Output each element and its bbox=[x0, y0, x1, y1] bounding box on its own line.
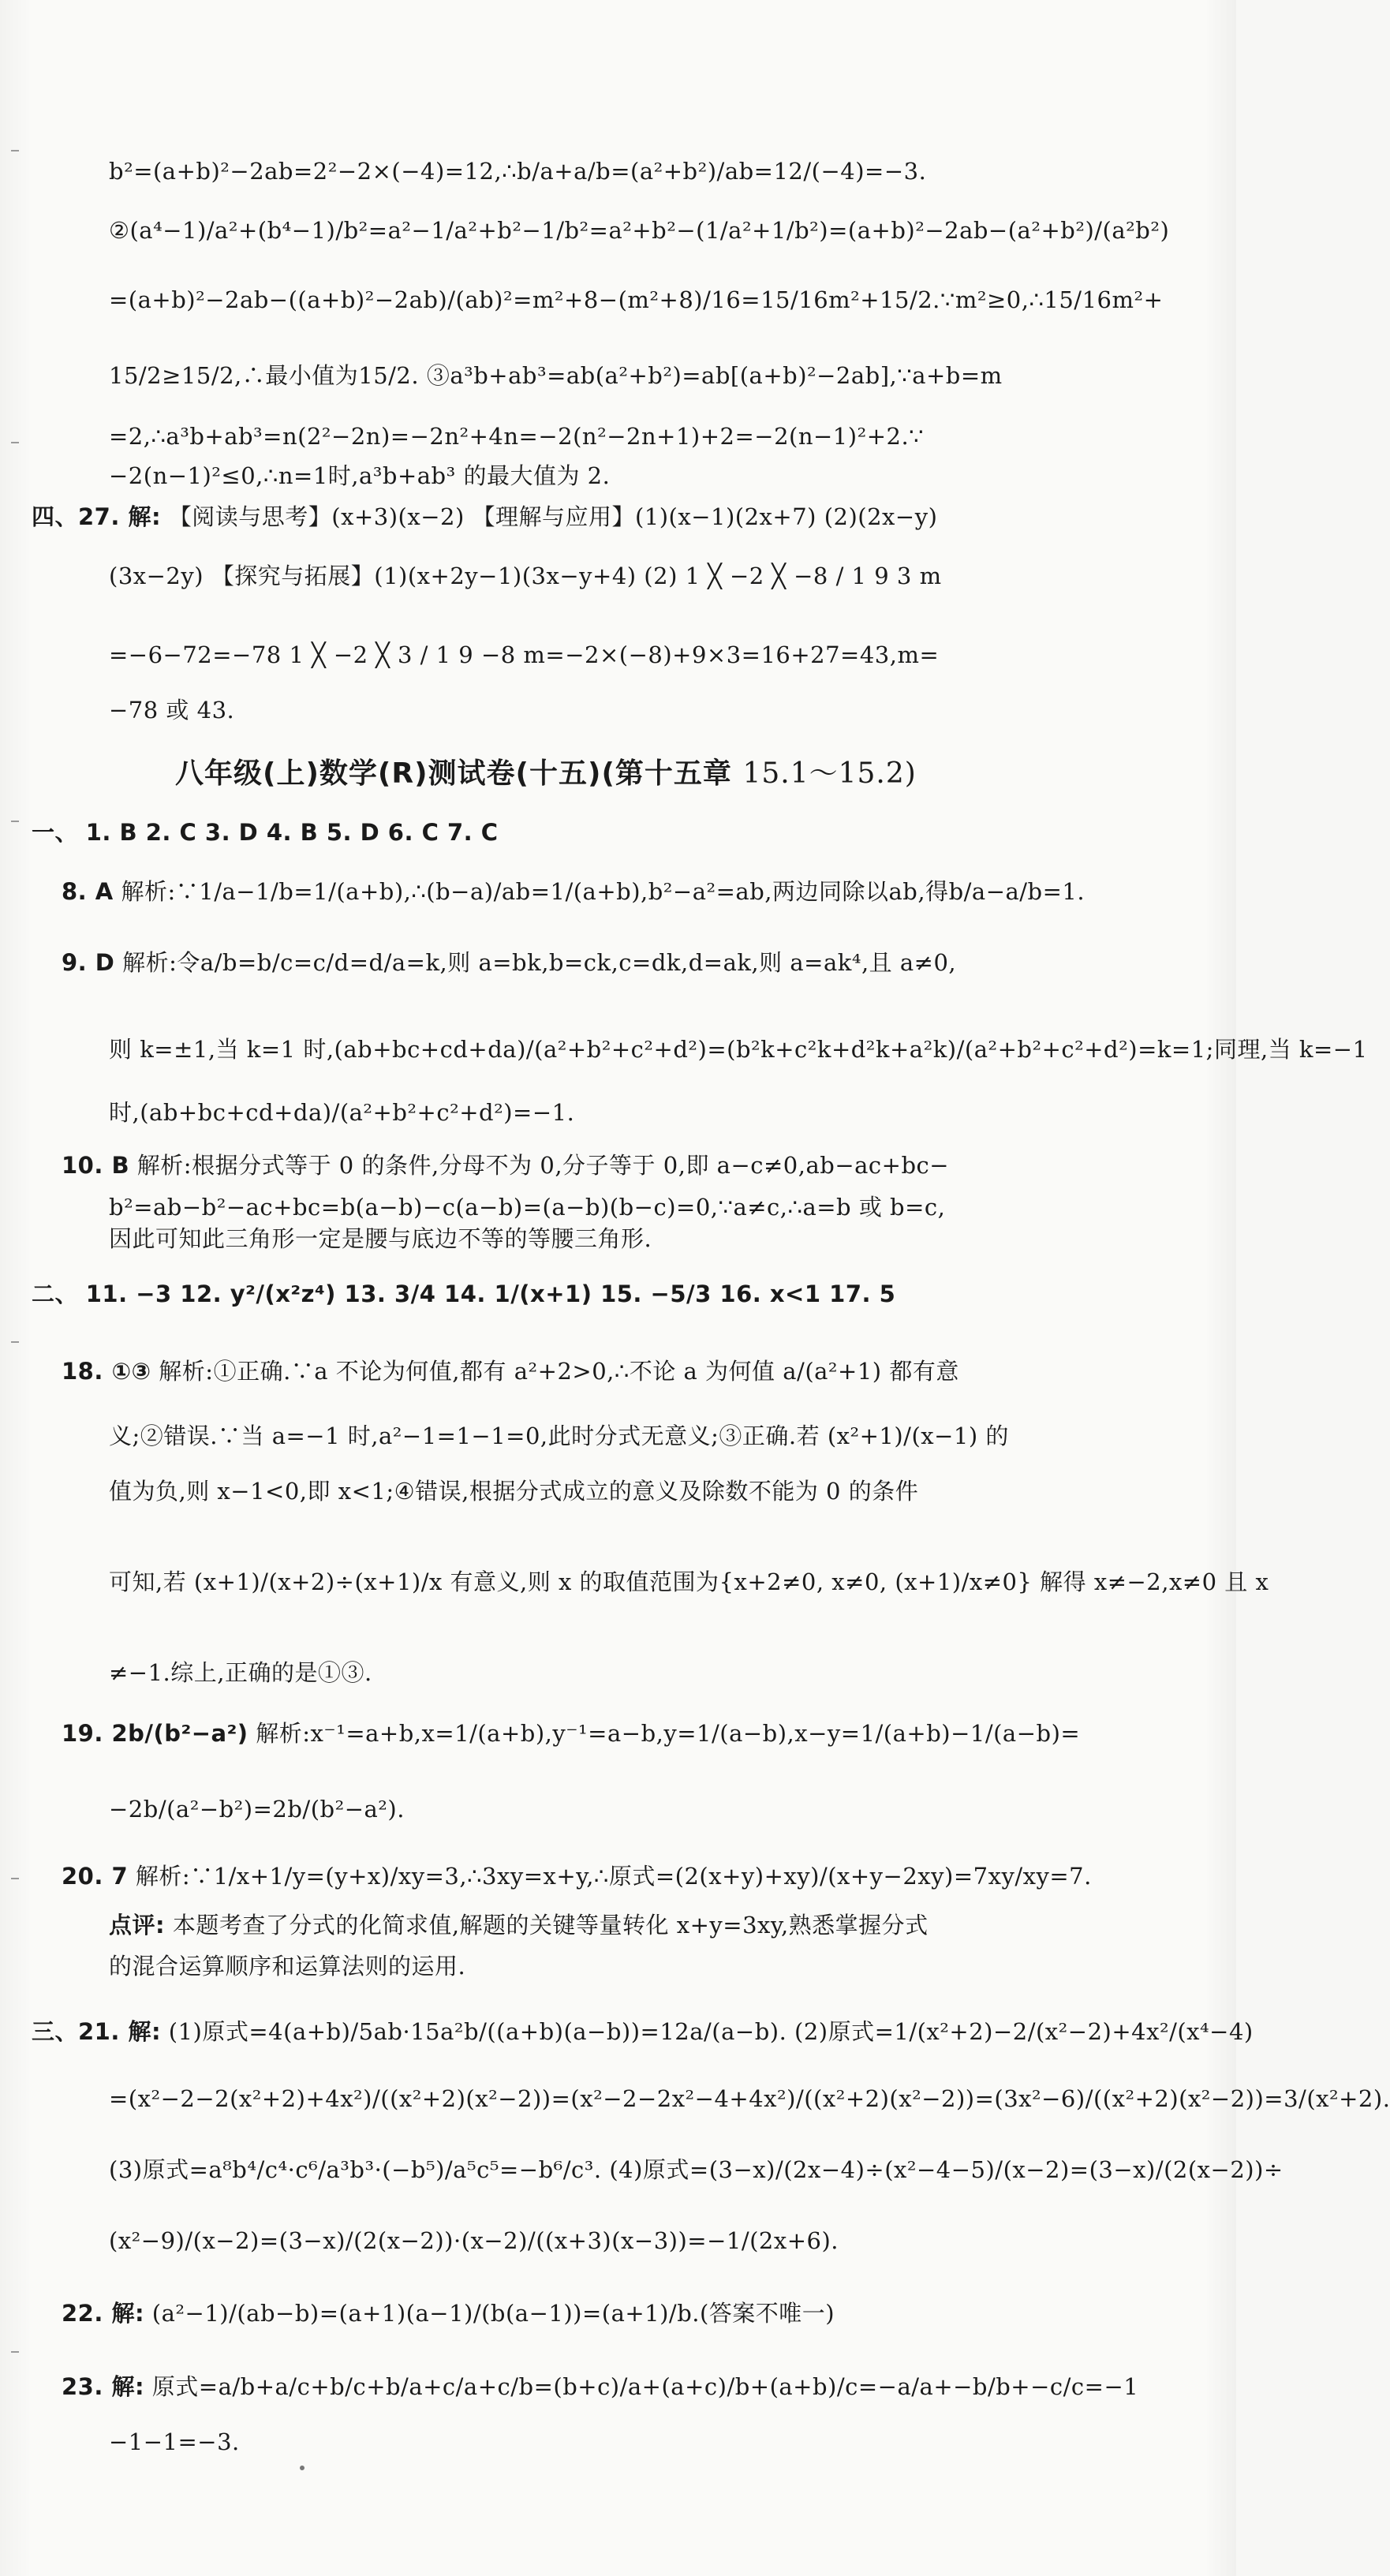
section-label: 二、 bbox=[32, 1281, 79, 1307]
margin-mark bbox=[11, 150, 19, 151]
answer-text: 解析:x⁻¹=a+b,x=1/(a+b),y⁻¹=a−b,y=1/(a−b),x−y=1/(a+b)−1/(a−b)= bbox=[256, 1720, 1081, 1747]
text-line: =(x²−2−2(x²+2)+4x²)/((x²+2)(x²−2))=(x²−2−2x²−4+4x²)/((x²+2)(x²−2))=(3x²−6)/((x²+2)(x²−2))=3/(x²+2). bbox=[109, 2085, 1390, 2112]
note-text: 本题考查了分式的化简求值,解题的关键等量转化 x+y=3xy,熟悉掌握分式 bbox=[172, 1912, 929, 1939]
answer-text: 解析:①正确.∵a 不论为何值,都有 a²+2>0,∴不论 a 为何值 a/(a²+1) 都有意 bbox=[159, 1358, 959, 1385]
question-23 bbox=[62, 2371, 1139, 2402]
text-line: 15/2≥15/2,∴最小值为15/2. ③a³b+ab³=ab(a²+b²)=ab[(a+b)²−2ab],∵a+b=m bbox=[109, 362, 1003, 389]
text-line: 因此可知此三角形一定是腰与底边不等的等腰三角形. bbox=[109, 1225, 652, 1252]
text-line: 可知,若 (x+1)/(x+2)÷(x+1)/x 有意义,则 x 的取值范围为{x+2≠0, x≠0, (x+1)/x≠0} 解得 x≠−2,x≠0 且 x bbox=[109, 1568, 1269, 1595]
question-label: 9. D bbox=[62, 949, 115, 976]
text-line: =−6−72=−78 1 ╳ −2 ╳ 3 / 1 9 −8 m=−2×(−8)+9×3=16+27=43,m= bbox=[109, 641, 940, 668]
margin-mark bbox=[11, 821, 19, 822]
answer-text: 11. −3 12. y²/(x²z⁴) 13. 3/4 14. 1/(x+1) 15. −5/3 16. x<1 17. 5 bbox=[85, 1281, 896, 1307]
question-27 bbox=[32, 501, 1057, 533]
answer-text: 解析:令a/b=b/c=c/d=d/a=k,则 a=bk,b=ck,c=dk,d=ak,则 a=ak⁴,且 a≠0, bbox=[122, 949, 957, 976]
question-label: 20. 7 bbox=[62, 1863, 129, 1890]
question-label: 10. B bbox=[62, 1152, 130, 1179]
question-8 bbox=[62, 876, 1087, 907]
question-20 bbox=[62, 1860, 1092, 1892]
question-label: 三、21. 解: bbox=[32, 2018, 162, 2045]
margin-mark bbox=[11, 1341, 19, 1343]
text-line: 义;②错误.∵当 a=−1 时,a²−1=1−1=0,此时分式无意义;③正确.若 (x²+1)/(x−1) 的 bbox=[109, 1423, 1009, 1449]
text-line: (3x−2y) 【探究与拓展】(1)(x+2y−1)(3x−y+4) (2) 1 ╳ −2 ╳ −8 / 1 9 3 m bbox=[109, 563, 942, 589]
question-label: 22. 解: bbox=[62, 2300, 145, 2327]
section-1-answers bbox=[32, 817, 1057, 848]
answer-text: 解析:∵1/x+1/y=(y+x)/xy=3,∴3xy=x+y,∴原式=(2(x+y)+xy)/(x+y−2xy)=7xy/xy=7. bbox=[135, 1863, 1092, 1890]
margin-mark bbox=[11, 2351, 19, 2353]
section-2-answers bbox=[32, 1278, 1057, 1310]
answer-text: 原式=a/b+a/c+b/c+b/a+c/a+c/b=(b+c)/a+(a+c)/b+(a+b)/c=−a/a+−b/b+−c/c=−1 bbox=[151, 2373, 1139, 2400]
text-line: 时,(ab+bc+cd+da)/(a²+b²+c²+d²)=−1. bbox=[109, 1099, 575, 1126]
margin-mark bbox=[11, 442, 19, 443]
answer-text: 【阅读与思考】(x+3)(x−2) 【理解与应用】(1)(x−1)(2x+7) (2)(2x−y) bbox=[168, 503, 938, 530]
margin-mark bbox=[11, 1878, 19, 1879]
question-18 bbox=[62, 1355, 1087, 1387]
text-line: b²=(a+b)²−2ab=2²−2×(−4)=12,∴b/a+a/b=(a²+b²)/ab=12/(−4)=−3. bbox=[109, 158, 927, 185]
text-line: 则 k=±1,当 k=1 时,(ab+bc+cd+da)/(a²+b²+c²+d²)=(b²k+c²k+d²k+a²k)/(a²+b²+c²+d²)=k=1;同理,当 k=−1 bbox=[109, 1036, 1368, 1063]
question-label: 19. 2b/(b²−a²) bbox=[62, 1720, 248, 1747]
text-line: ≠−1.综上,正确的是①③. bbox=[109, 1659, 372, 1686]
text-line: =2,∴a³b+ab³=n(2²−2n)=−2n²+4n=−2(n²−2n+1)+2=−2(n−1)²+2.∵ bbox=[109, 423, 925, 450]
text-line: =(a+b)²−2ab−((a+b)²−2ab)/(ab)²=m²+8−(m²+8)/16=15/16m²+15/2.∵m²≥0,∴15/16m²+ bbox=[109, 286, 1164, 313]
text-line: −2b/(a²−b²)=2b/(b²−a²). bbox=[109, 1796, 405, 1823]
text-line: −2(n−1)²≤0,∴n=1时,a³b+ab³ 的最大值为 2. bbox=[109, 462, 611, 489]
title-text: 八年级(上)数学(R)测试卷(十五)(第十五章 bbox=[175, 757, 732, 790]
question-9 bbox=[62, 947, 1087, 978]
question-label: 四、27. 解: bbox=[32, 503, 162, 530]
text-line: (x²−9)/(x−2)=(3−x)/(2(x−2))·(x−2)/((x+3)(x−3))=−1/(2x+6). bbox=[109, 2227, 839, 2254]
text-line: −78 或 43. bbox=[109, 697, 235, 723]
answer-text: (a²−1)/(ab−b)=(a+1)(a−1)/(b(a−1))=(a+1)/b.(答案不唯一) bbox=[151, 2300, 835, 2327]
answer-text: 解析:∵1/a−1/b=1/(a+b),∴(b−a)/ab=1/(a+b),b²−a²=ab,两边同除以ab,得b/a−a/b=1. bbox=[121, 878, 1085, 905]
section-label: 一、 bbox=[32, 819, 79, 846]
answer-text: 1. B 2. C 3. D 4. B 5. D 6. C 7. C bbox=[85, 819, 499, 846]
title-range: 15.1～15.2) bbox=[742, 757, 917, 790]
page-title bbox=[175, 751, 917, 791]
note-line bbox=[109, 1909, 1134, 1941]
question-22 bbox=[62, 2297, 1087, 2329]
answer-text: (1)原式=4(a+b)/5ab·15a²b/((a+b)(a−b))=12a/(a−b). (2)原式=1/(x²+2)−2/(x²−2)+4x²/(x⁴−4) bbox=[168, 2018, 1254, 2045]
question-19 bbox=[62, 1718, 1087, 1749]
question-10 bbox=[62, 1150, 1087, 1181]
text-line: ②(a⁴−1)/a²+(b⁴−1)/b²=a²−1/a²+b²−1/b²=a²+b²−(1/a²+1/b²)=(a+b)²−2ab−(a²+b²)/(a²b²) bbox=[109, 217, 1170, 244]
text-line: −1−1=−3. bbox=[109, 2428, 240, 2455]
text-line: b²=ab−b²−ac+bc=b(a−b)−c(a−b)=(a−b)(b−c)=0,∵a≠c,∴a=b 或 b=c, bbox=[109, 1194, 946, 1221]
text-line: (3)原式=a⁸b⁴/c⁴·c⁶/a³b³·(−b⁵)/a⁵c⁵=−b⁶/c³. (4)原式=(3−x)/(2x−4)÷(x²−4−5)/(x−2)=(3−x)/(2(x−2))÷ bbox=[109, 2156, 1284, 2183]
answer-text: 解析:根据分式等于 0 的条件,分母不为 0,分子等于 0,即 a−c≠0,ab−ac+bc− bbox=[136, 1152, 950, 1179]
text-line: 值为负,则 x−1<0,即 x<1;④错误,根据分式成立的意义及除数不能为 0 的条件 bbox=[109, 1478, 919, 1505]
text-line: 的混合运算顺序和运算法则的运用. bbox=[109, 1953, 466, 1980]
question-label: 8. A bbox=[62, 878, 114, 905]
question-label: 23. 解: bbox=[62, 2373, 145, 2400]
note-label: 点评: bbox=[109, 1912, 166, 1939]
question-21 bbox=[32, 2016, 1254, 2047]
scan-speck bbox=[300, 2466, 305, 2470]
question-label: 18. ①③ bbox=[62, 1358, 151, 1385]
